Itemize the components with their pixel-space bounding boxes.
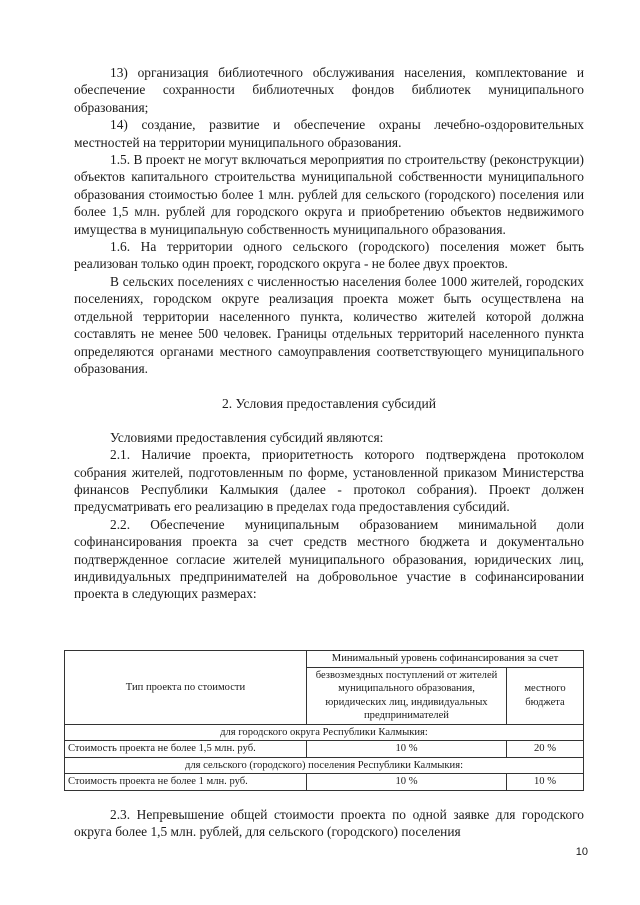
cell-local-rural: 10 % [507, 774, 584, 791]
section-title-city: для городского округа Республики Калмыкия: [65, 724, 584, 741]
section-title-rural: для сельского (городского) поселения Республики Калмыкия: [65, 757, 584, 774]
table-header-row [65, 651, 584, 668]
paragraph-2-2: 2.2. Обеспечение муниципальным образованием минимальной доли софинансирования проекта за счет средств местного бюджета и документально подтвержденное согласие жителей муниципального образования, юридических лиц, индивидуальных предпринимателей на добровольное участие в софинансировании проекта в следующих размерах: [74, 516, 584, 602]
table-section-row [65, 724, 584, 741]
cofinancing-table [64, 650, 584, 791]
header-project-type: Тип проекта по стоимости [65, 651, 307, 725]
header-donations: безвозмездных поступлений от жителей муниципального образования, юридических лиц, индивидуальных предпринимателей [307, 667, 507, 724]
page-number: 10 [575, 846, 588, 858]
header-min-level: Минимальный уровень софинансирования за счет [307, 651, 584, 668]
table-section-row [65, 757, 584, 774]
cell-local-city: 20 % [507, 741, 584, 758]
paragraph-item-14: 14) создание, развитие и обеспечение охраны лечебно-оздоровительных местностей на территории муниципального образования. [74, 117, 584, 150]
paragraph-item-13: 13) организация библиотечного обслуживания населения, комплектование и обеспечение сохранности библиотечных фондов библиотек муниципального образования; [74, 65, 584, 115]
paragraphs-top [74, 64, 584, 377]
paragraph-rural-settlements: В сельских поселениях с численностью населения более 1000 жителей, городских поселениях, городском округе реализация проекта может быть осуществлена на отдельной территории населенного пункта, количество жителей которой должна составлять не менее 500 человек. Границы отдельных территорий населенного пункта определяются органами местного самоуправления соответствующего муниципального образования. [74, 273, 584, 376]
paragraph-1-6: 1.6. На территории одного сельского (городского) поселения может быть реализован только один проект, городского округа - не более двух проектов. [74, 239, 584, 272]
row-label-city: Стоимость проекта не более 1,5 млн. руб. [65, 741, 307, 758]
table-row [65, 741, 584, 758]
document-body [74, 64, 584, 603]
row-label-rural: Стоимость проекта не более 1 млн. руб. [65, 774, 307, 791]
paragraphs-conditions [74, 429, 584, 603]
paragraph-2-1: 2.1. Наличие проекта, приоритетность которого подтверждена протоколом собрания жителей, подготовленным по форме, установленной приказом Министерства финансов Республики Калмыкия (далее - протокол собрания). Проект должен предусматривать его реализацию в пределах года предоставления субсидий. [74, 447, 584, 515]
paragraph-2-3: 2.3. Непревышение общей стоимости проекта по одной заявке для городского округа более 1,5 млн. рублей, для сельского (городского) поселения [74, 807, 584, 840]
header-local-budget: местного бюджета [507, 667, 584, 724]
paragraph-1-5: 1.5. В проект не могут включаться мероприятия по строительству (реконструкции) объектов капитального строительства муниципальной собственности муниципального образования стоимостью более 1 млн. рублей для сельского (городского) поселения или более 1,5 млн. рублей для городского округа и приобретению объектов недвижимого имущества в муниципальную собственность муниципального образования. [74, 152, 584, 237]
cell-donations-rural: 10 % [307, 774, 507, 791]
cell-donations-city: 10 % [307, 741, 507, 758]
table-row [65, 774, 584, 791]
section-heading: 2. Условия предоставления субсидий [221, 396, 437, 412]
paragraph-conditions-intro: Условиями предоставления субсидий являются: [110, 429, 384, 445]
